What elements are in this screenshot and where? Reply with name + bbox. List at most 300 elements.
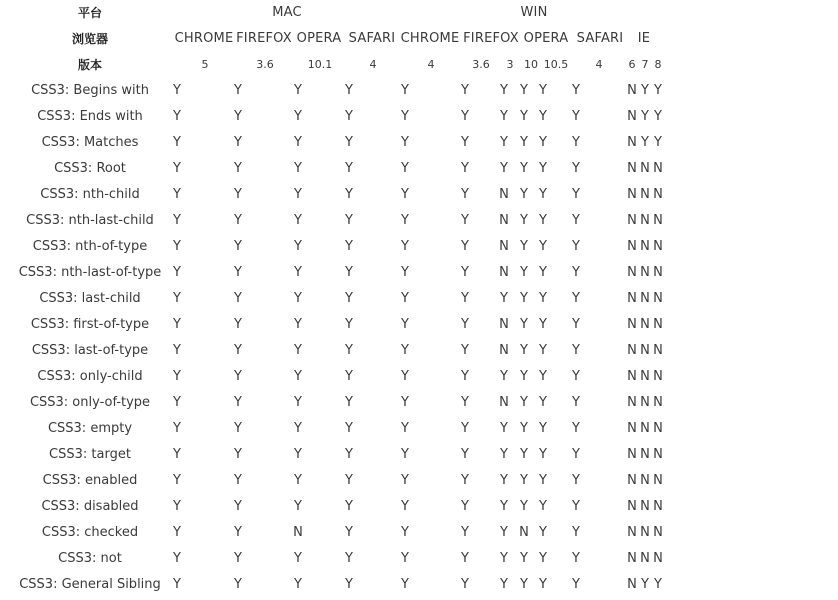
selector-label: CSS3: Ends with <box>37 109 143 124</box>
support-value: Y <box>654 135 662 150</box>
support-value: Y <box>401 395 409 410</box>
selector-label: CSS3: not <box>58 551 122 566</box>
support-value: Y <box>539 525 547 540</box>
support-value: N <box>627 343 637 358</box>
support-value: Y <box>345 161 353 176</box>
support-value: N <box>627 421 637 436</box>
platform-name: MAC <box>272 5 302 20</box>
support-value: N <box>640 239 650 254</box>
support-value: Y <box>500 499 508 514</box>
support-value: Y <box>572 135 580 150</box>
support-value: Y <box>500 109 508 124</box>
browser-name: FIREFOX <box>463 31 519 46</box>
support-value: Y <box>461 109 469 124</box>
support-value: Y <box>461 291 469 306</box>
support-value: N <box>627 473 637 488</box>
support-value: Y <box>345 109 353 124</box>
support-value: Y <box>461 395 469 410</box>
support-value: N <box>640 421 650 436</box>
support-value: Y <box>294 343 302 358</box>
support-value: Y <box>294 83 302 98</box>
support-value: Y <box>173 239 181 254</box>
support-value: N <box>653 421 663 436</box>
support-value: Y <box>520 213 528 228</box>
table-row <box>0 182 838 208</box>
header-row-browser <box>0 26 838 52</box>
support-value: Y <box>461 161 469 176</box>
table-row <box>0 78 838 104</box>
support-value: Y <box>539 83 547 98</box>
support-value: Y <box>345 343 353 358</box>
support-value: N <box>640 499 650 514</box>
table-row <box>0 260 838 286</box>
support-value: N <box>627 83 637 98</box>
selector-label: CSS3: Begins with <box>31 83 149 98</box>
support-value: Y <box>539 369 547 384</box>
support-value: Y <box>401 213 409 228</box>
support-value: N <box>653 551 663 566</box>
support-value: N <box>640 369 650 384</box>
support-value: Y <box>345 213 353 228</box>
support-value: Y <box>461 421 469 436</box>
support-value: N <box>627 525 637 540</box>
support-value: Y <box>345 525 353 540</box>
selector-label: CSS3: Root <box>54 161 126 176</box>
support-value: Y <box>234 473 242 488</box>
support-value: Y <box>572 291 580 306</box>
support-value: Y <box>520 265 528 280</box>
support-value: Y <box>572 551 580 566</box>
support-value: Y <box>520 317 528 332</box>
support-value: N <box>499 187 509 202</box>
support-value: Y <box>294 239 302 254</box>
support-value: Y <box>401 525 409 540</box>
support-value: Y <box>572 525 580 540</box>
support-value: Y <box>461 499 469 514</box>
support-value: Y <box>234 161 242 176</box>
support-value: Y <box>401 421 409 436</box>
support-value: N <box>627 187 637 202</box>
support-value: Y <box>520 395 528 410</box>
support-value: Y <box>461 317 469 332</box>
support-value: N <box>499 395 509 410</box>
support-value: Y <box>345 577 353 592</box>
support-value: Y <box>234 369 242 384</box>
support-value: Y <box>294 317 302 332</box>
support-value: Y <box>173 369 181 384</box>
support-value: Y <box>572 577 580 592</box>
table-row <box>0 416 838 442</box>
support-value: Y <box>173 395 181 410</box>
support-value: N <box>627 395 637 410</box>
support-value: Y <box>539 213 547 228</box>
table-row <box>0 546 838 572</box>
support-value: N <box>627 213 637 228</box>
support-value: Y <box>500 135 508 150</box>
support-value: Y <box>539 317 547 332</box>
support-value: Y <box>539 265 547 280</box>
support-value: N <box>640 161 650 176</box>
support-value: Y <box>572 395 580 410</box>
support-value: N <box>293 525 303 540</box>
support-value: Y <box>173 109 181 124</box>
selector-label: CSS3: only-child <box>37 369 143 384</box>
support-value: N <box>640 187 650 202</box>
browser-version: 8 <box>654 58 662 71</box>
support-value: Y <box>173 265 181 280</box>
support-value: Y <box>401 369 409 384</box>
support-value: Y <box>345 369 353 384</box>
support-value: Y <box>572 109 580 124</box>
support-value: Y <box>539 473 547 488</box>
support-value: Y <box>461 83 469 98</box>
support-value: N <box>640 395 650 410</box>
table-row <box>0 104 838 130</box>
selector-label: CSS3: checked <box>41 525 139 540</box>
support-value: Y <box>345 187 353 202</box>
support-value: Y <box>641 135 649 150</box>
table-row <box>0 364 838 390</box>
support-value: Y <box>572 83 580 98</box>
support-value: Y <box>173 473 181 488</box>
support-value: Y <box>234 135 242 150</box>
support-value: N <box>653 473 663 488</box>
support-value: N <box>627 551 637 566</box>
support-value: Y <box>173 343 181 358</box>
support-value: N <box>627 109 637 124</box>
browser-version: 6 <box>628 58 636 71</box>
support-value: Y <box>401 447 409 462</box>
selector-label: CSS3: nth-of-type <box>32 239 148 254</box>
support-value: Y <box>539 551 547 566</box>
support-value: Y <box>520 447 528 462</box>
support-value: Y <box>461 551 469 566</box>
support-value: Y <box>401 473 409 488</box>
support-value: Y <box>345 395 353 410</box>
support-value: Y <box>173 317 181 332</box>
support-value: N <box>653 187 663 202</box>
table-row <box>0 520 838 546</box>
support-value: Y <box>500 447 508 462</box>
platform-header-label: 平台 <box>77 6 102 20</box>
support-value: Y <box>572 239 580 254</box>
support-value: Y <box>294 369 302 384</box>
browser-name: SAFARI <box>576 31 624 46</box>
table-row <box>0 156 838 182</box>
support-value: Y <box>520 239 528 254</box>
support-value: Y <box>572 473 580 488</box>
support-value: Y <box>234 291 242 306</box>
browser-version: 3 <box>506 58 514 71</box>
selector-label: CSS3: only-of-type <box>29 395 151 410</box>
support-value: Y <box>401 499 409 514</box>
browser-version: 3.6 <box>472 58 490 71</box>
support-value: N <box>640 213 650 228</box>
support-value: Y <box>234 343 242 358</box>
support-value: Y <box>173 447 181 462</box>
support-value: N <box>627 577 637 592</box>
support-value: Y <box>520 473 528 488</box>
browser-version: 4 <box>427 58 435 71</box>
support-value: N <box>653 265 663 280</box>
support-value: N <box>653 369 663 384</box>
support-value: Y <box>173 83 181 98</box>
support-value: Y <box>401 317 409 332</box>
support-value: Y <box>234 525 242 540</box>
support-value: N <box>627 161 637 176</box>
support-value: Y <box>234 109 242 124</box>
support-value: Y <box>572 265 580 280</box>
support-value: Y <box>572 369 580 384</box>
support-value: Y <box>173 551 181 566</box>
support-value: Y <box>173 187 181 202</box>
support-value: N <box>653 525 663 540</box>
table-row <box>0 286 838 312</box>
support-value: Y <box>345 265 353 280</box>
support-value: Y <box>500 161 508 176</box>
support-value: Y <box>520 421 528 436</box>
support-value: N <box>499 239 509 254</box>
support-value: N <box>499 265 509 280</box>
support-value: Y <box>539 577 547 592</box>
support-value: N <box>653 343 663 358</box>
support-value: Y <box>234 213 242 228</box>
support-value: Y <box>461 135 469 150</box>
support-value: N <box>499 317 509 332</box>
selector-label: CSS3: last-of-type <box>31 343 149 358</box>
support-value: Y <box>572 161 580 176</box>
support-value: Y <box>520 161 528 176</box>
table-row <box>0 468 838 494</box>
support-value: Y <box>539 343 547 358</box>
support-value: Y <box>572 317 580 332</box>
support-value: Y <box>234 83 242 98</box>
selector-label: CSS3: last-child <box>39 291 141 306</box>
support-value: Y <box>173 525 181 540</box>
table-row <box>0 338 838 364</box>
support-value: Y <box>461 447 469 462</box>
support-value: Y <box>539 161 547 176</box>
support-value: N <box>640 291 650 306</box>
support-value: Y <box>173 135 181 150</box>
support-value: Y <box>641 577 649 592</box>
support-value: Y <box>539 187 547 202</box>
support-value: Y <box>234 551 242 566</box>
support-value: Y <box>234 239 242 254</box>
support-value: Y <box>520 343 528 358</box>
browser-name: CHROME <box>400 31 460 46</box>
browser-version: 7 <box>641 58 649 71</box>
support-value: N <box>653 161 663 176</box>
support-value: Y <box>401 187 409 202</box>
support-value: Y <box>539 109 547 124</box>
browser-name: FIREFOX <box>236 31 292 46</box>
support-value: Y <box>173 577 181 592</box>
support-value: Y <box>401 265 409 280</box>
support-value: Y <box>401 109 409 124</box>
table-row <box>0 234 838 260</box>
support-value: Y <box>401 161 409 176</box>
support-value: Y <box>234 395 242 410</box>
support-value: N <box>627 447 637 462</box>
support-value: N <box>653 499 663 514</box>
support-value: N <box>640 265 650 280</box>
support-value: N <box>627 265 637 280</box>
support-value: N <box>627 291 637 306</box>
table-row <box>0 572 838 598</box>
browser-header-label: 浏览器 <box>71 32 108 46</box>
support-value: Y <box>294 499 302 514</box>
support-value: N <box>653 395 663 410</box>
support-value: Y <box>520 369 528 384</box>
selector-label: CSS3: disabled <box>41 499 139 514</box>
support-value: N <box>627 499 637 514</box>
support-value: N <box>627 135 637 150</box>
support-value: Y <box>539 291 547 306</box>
support-value: Y <box>401 83 409 98</box>
support-value: Y <box>654 577 662 592</box>
support-value: Y <box>641 109 649 124</box>
platform-name: WIN <box>520 5 548 20</box>
browser-version: 4 <box>369 58 377 71</box>
support-value: N <box>653 447 663 462</box>
support-value: Y <box>294 161 302 176</box>
support-value: Y <box>500 421 508 436</box>
support-value: Y <box>520 187 528 202</box>
support-value: Y <box>345 317 353 332</box>
browser-name: OPERA <box>296 31 342 46</box>
support-value: Y <box>294 447 302 462</box>
browser-version: 10.5 <box>543 58 569 71</box>
support-value: Y <box>461 265 469 280</box>
support-value: Y <box>234 187 242 202</box>
support-value: Y <box>572 213 580 228</box>
support-value: Y <box>294 213 302 228</box>
support-value: Y <box>500 291 508 306</box>
browser-version: 3.6 <box>256 58 274 71</box>
support-value: Y <box>500 473 508 488</box>
support-value: Y <box>461 343 469 358</box>
support-value: Y <box>461 369 469 384</box>
support-value: Y <box>654 109 662 124</box>
support-value: Y <box>654 83 662 98</box>
support-value: Y <box>520 551 528 566</box>
support-value: N <box>499 343 509 358</box>
support-value: Y <box>345 499 353 514</box>
support-value: Y <box>234 317 242 332</box>
header-row-version <box>0 52 838 78</box>
browser-version: 4 <box>595 58 603 71</box>
support-value: Y <box>294 187 302 202</box>
support-value: Y <box>520 577 528 592</box>
support-value: Y <box>173 499 181 514</box>
support-value: Y <box>500 577 508 592</box>
support-value: Y <box>234 421 242 436</box>
support-value: Y <box>572 343 580 358</box>
support-value: N <box>627 317 637 332</box>
support-value: Y <box>461 239 469 254</box>
support-value: Y <box>401 291 409 306</box>
table-row <box>0 312 838 338</box>
support-value: Y <box>539 135 547 150</box>
support-value: Y <box>173 291 181 306</box>
support-value: Y <box>294 395 302 410</box>
table-row <box>0 494 838 520</box>
support-value: Y <box>500 525 508 540</box>
support-value: Y <box>539 499 547 514</box>
support-value: N <box>499 213 509 228</box>
support-value: Y <box>294 577 302 592</box>
selector-label: CSS3: enabled <box>42 473 138 488</box>
selector-label: CSS3: Matches <box>41 135 139 150</box>
table-row <box>0 208 838 234</box>
support-value: Y <box>641 83 649 98</box>
support-value: Y <box>572 421 580 436</box>
support-value: Y <box>294 291 302 306</box>
support-value: Y <box>345 135 353 150</box>
support-value: Y <box>345 291 353 306</box>
selector-label: CSS3: first-of-type <box>30 317 150 332</box>
selector-label: CSS3: nth-child <box>40 187 140 202</box>
support-value: Y <box>294 109 302 124</box>
support-value: Y <box>572 187 580 202</box>
header-row-platform <box>0 0 838 26</box>
support-value: Y <box>539 395 547 410</box>
support-value: N <box>519 525 529 540</box>
support-value: Y <box>345 83 353 98</box>
support-value: Y <box>500 369 508 384</box>
support-value: Y <box>461 473 469 488</box>
support-value: Y <box>234 499 242 514</box>
support-value: Y <box>294 421 302 436</box>
support-value: Y <box>461 525 469 540</box>
support-value: N <box>627 239 637 254</box>
support-value: Y <box>520 109 528 124</box>
support-value: Y <box>345 239 353 254</box>
support-value: N <box>653 317 663 332</box>
support-value: Y <box>401 135 409 150</box>
table-row <box>0 390 838 416</box>
selector-label: CSS3: nth-last-child <box>26 213 154 228</box>
support-value: Y <box>345 447 353 462</box>
support-value: Y <box>500 83 508 98</box>
support-value: Y <box>234 265 242 280</box>
support-value: Y <box>173 161 181 176</box>
support-value: N <box>640 473 650 488</box>
support-value: Y <box>461 577 469 592</box>
support-value: Y <box>520 135 528 150</box>
version-header-label: 版本 <box>77 58 102 72</box>
support-value: Y <box>572 447 580 462</box>
support-value: Y <box>173 213 181 228</box>
selector-label: CSS3: target <box>49 447 131 462</box>
support-value: N <box>653 239 663 254</box>
support-value: Y <box>401 551 409 566</box>
support-value: Y <box>294 551 302 566</box>
support-value: Y <box>572 499 580 514</box>
support-value: N <box>653 213 663 228</box>
selector-label: CSS3: nth-last-of-type <box>18 265 162 280</box>
support-value: Y <box>294 265 302 280</box>
table-row <box>0 130 838 156</box>
support-value: Y <box>173 421 181 436</box>
support-value: Y <box>401 577 409 592</box>
selector-label: CSS3: empty <box>47 421 133 436</box>
support-value: N <box>640 525 650 540</box>
support-value: Y <box>520 499 528 514</box>
browser-version: 10.1 <box>307 58 333 71</box>
browser-name: OPERA <box>523 31 569 46</box>
